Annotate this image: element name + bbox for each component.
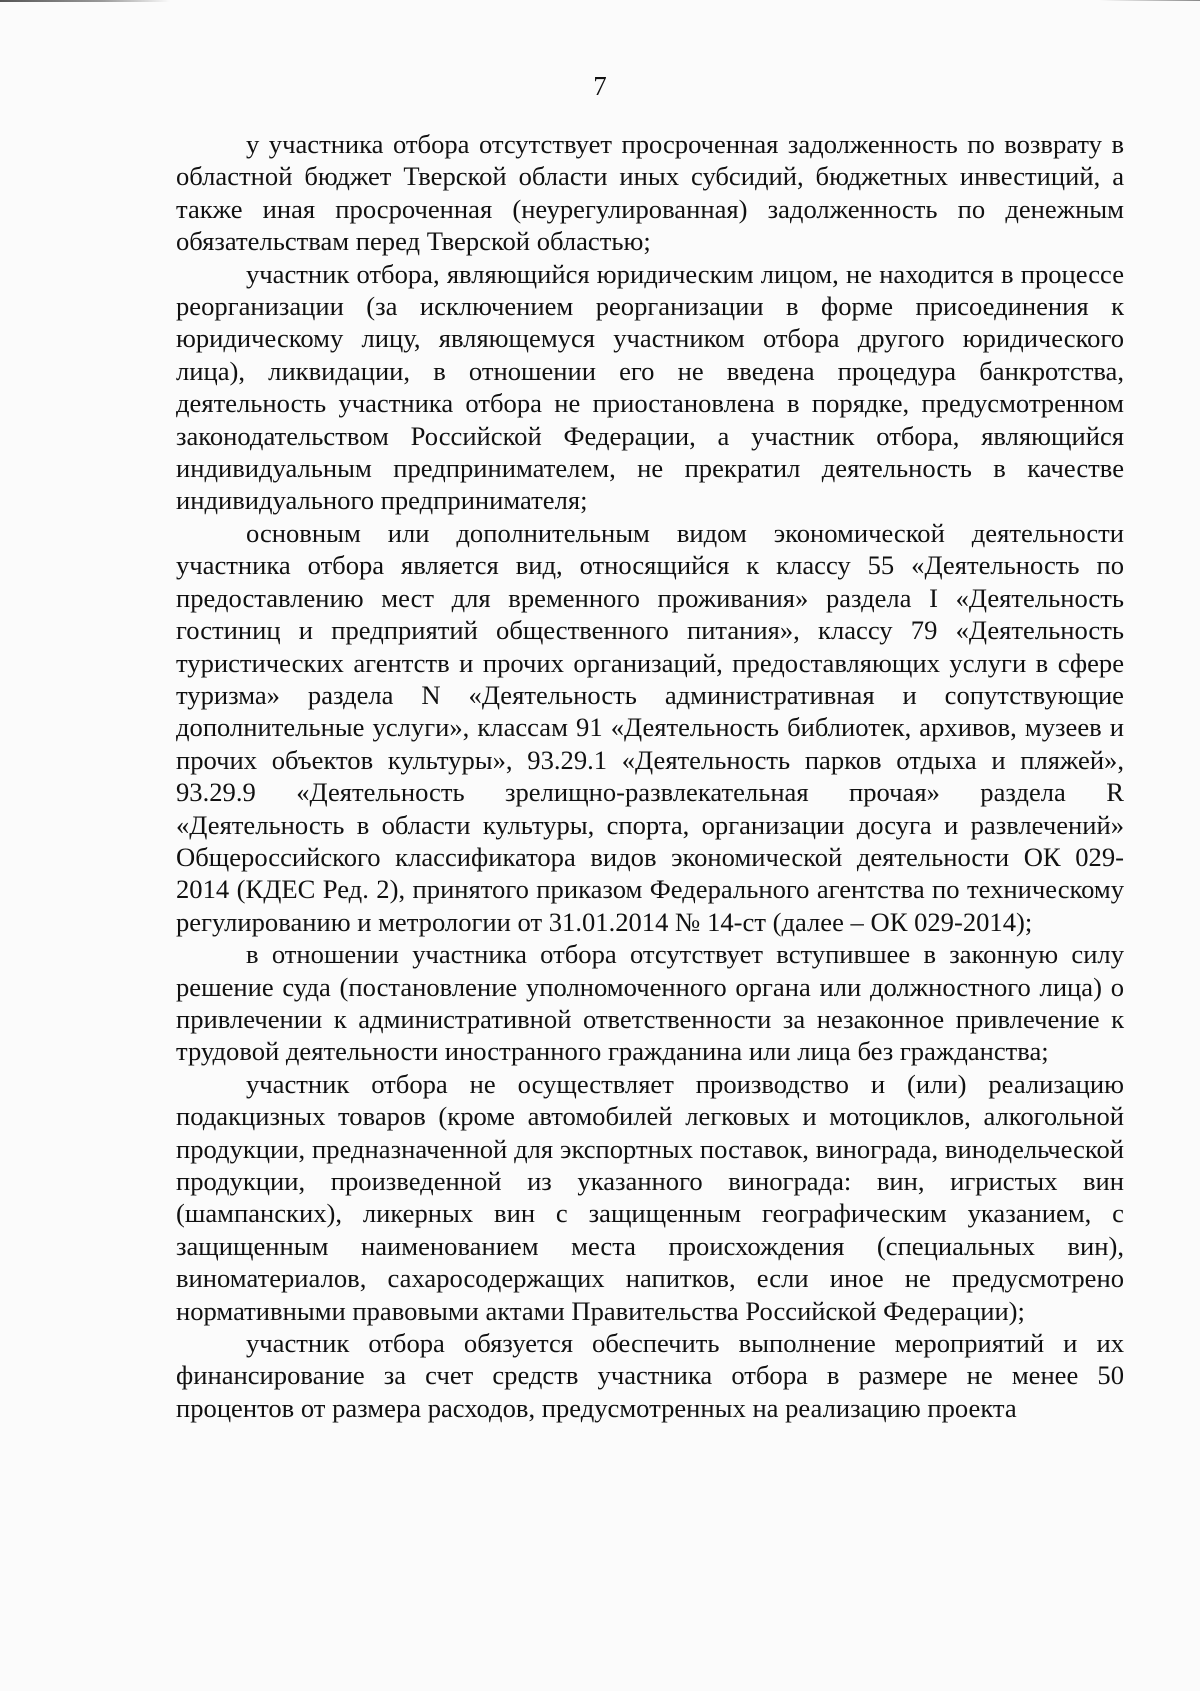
scan-edge-mark-right xyxy=(1100,0,1200,1)
paragraph-no-excise-goods: участник отбора не осуществляет производство и (или) реализацию подакцизных товаров (кроме автомобилей легковых и мотоциклов, алкогольной продукции, предназначенной для экспортных поставок, винограда, винодельческой продукции, произведенной из указанного винограда: вин, игристых вин (шампанских), ликерных вин с защищенным географическим указанием, с защищенным наименованием места происхождения (специальных вин), виноматериалов, сахаросодержащих напитков, если иное не предусмотрено нормативными правовыми актами Правительства Российской Федерации); xyxy=(176,1068,1124,1326)
paragraph-no-court-decision: в отношении участника отбора отсутствует вступившее в законную силу решение суда (постановление уполномоченного органа или должностного лица) о привлечении к административной ответственности за незаконное привлечение к трудовой деятельности иностранного гражданина или лица без гражданства; xyxy=(176,939,1124,1067)
page-number: 7 xyxy=(593,71,607,101)
scan-edge-mark xyxy=(0,0,170,2)
paragraph-economic-activity: основным или дополнительным видом экономической деятельности участника отбора является вид, относящийся к классу 55 «Деятельность по предоставлению мест для временного проживания» раздела I «Деятельность гостиниц и предприятий общественного питания», классу 79 «Деятельность туристических агентств и прочих организаций, предоставляющих услуги в сфере туризма» раздела N «Деятельность административная и сопутствующие дополнительные услуги», классам 91 «Деятельность библиотек, архивов, музеев и прочих объектов культуры», 93.29.1 «Деятельность парков отдыха и пляжей», 93.29.9 «Деятельность зрелищно-развлекательная прочая» раздела R «Деятельность в области культуры, спорта, организации досуга и развлечений» Общероссийского классификатора видов экономической деятельности ОК 029-2014 (КДЕС Ред. 2), принятого приказом Федерального агентства по техническому регулированию и метрологии от 31.01.2014 № 14-ст (далее – ОК 029-2014); xyxy=(176,517,1124,937)
paragraph-no-overdue-debt: у участника отбора отсутствует просроченная задолженность по возврату в областной бюджет Тверской области иных субсидий, бюджетных инвестиций, а также иная просроченная (неурегулированная) задолженность по денежным обязательствам перед Тверской областью; xyxy=(176,129,1124,257)
document-body xyxy=(176,128,1124,1424)
paragraph-cofinancing: участник отбора обязуется обеспечить выполнение мероприятий и их финансирование за счет средств участника отбора в размере не менее 50 процентов от размера расходов, предусмотренных на реализацию проекта xyxy=(176,1328,1124,1423)
paragraph-no-reorganization: участник отбора, являющийся юридическим лицом, не находится в процессе реорганизации (за исключением реорганизации в форме присоединения к юридическому лицу, являющемуся участником отбора другого юридического лица), ликвидации, в отношении его не введена процедура банкротства, деятельность участника отбора не приостановлена в порядке, предусмотренном законодательством Российской Федерации, а участник отбора, являющийся индивидуальным предпринимателем, не прекратил деятельность в качестве индивидуального предпринимателя; xyxy=(176,258,1124,516)
